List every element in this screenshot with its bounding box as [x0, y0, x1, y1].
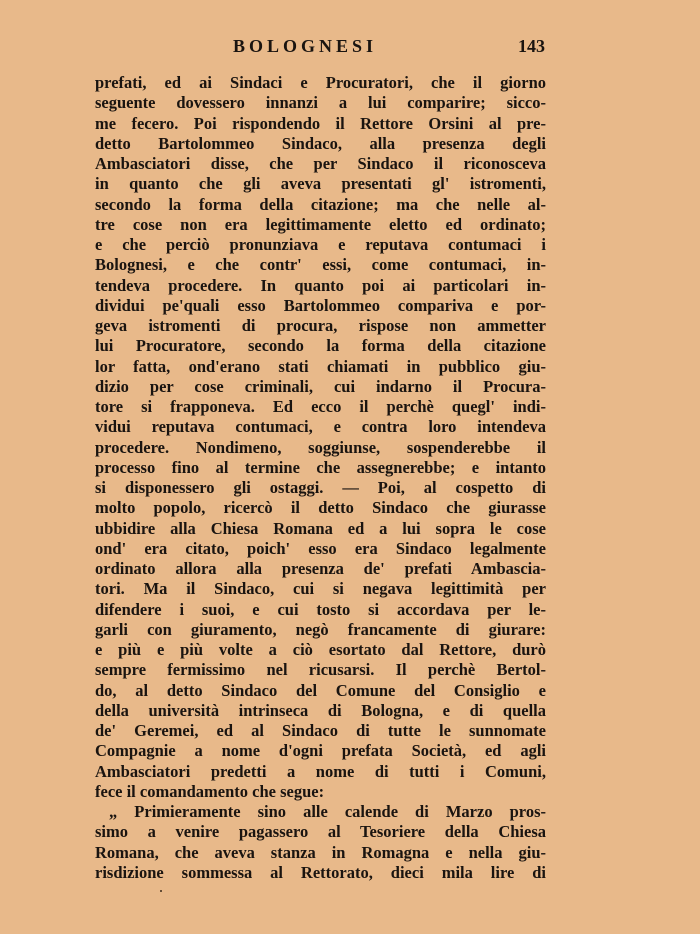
text-line: risdizione sommessa al Rettorato, dieci mila lire di — [95, 862, 546, 882]
text-line: e che perciò pronunziava e reputava contumaci i — [95, 235, 546, 254]
text-line: molto popolo, ricercò il detto Sindaco che giurasse — [95, 498, 546, 518]
text-line: tore si frapponeva. Ed ecco il perchè quegl' indi- — [95, 397, 546, 416]
text-line: e più e più volte a ciò esortato dal Rettore, durò — [95, 640, 546, 659]
text-line: Ambasciatori disse, che per Sindaco il riconosceva — [95, 154, 546, 173]
text-line: seguente dovessero innanzi a lui comparire; sicco- — [95, 93, 546, 113]
text-line: si disponessero gli ostaggi. — Poi, al cospetto di — [95, 478, 546, 497]
text-line: Ambasciatori predetti a nome di tutti i Comuni, — [95, 761, 546, 781]
text-line: in quanto che gli aveva presentati gl' istromenti, — [95, 174, 546, 194]
text-line: dividui pe'quali esso Bartolommeo compariva e por- — [95, 295, 546, 315]
text-line: lui Procuratore, secondo la forma della citazione — [95, 336, 546, 356]
running-title: BOLOGNESI — [233, 36, 378, 56]
text-line: ond' era citato, poich' esso era Sindaco legalmente — [95, 538, 546, 558]
text-line: do, al detto Sindaco del Comune del Consiglio e — [95, 680, 546, 700]
text-line: Compagnie a nome d'ogni prefata Società, ed agli — [95, 741, 546, 761]
text-line: geva istromenti di procura, rispose non ammetter — [95, 316, 546, 335]
text-line: ubbidire alla Chiesa Romana ed a lui sopra le cose — [95, 518, 546, 538]
text-line: tendeva procedere. In quanto poi ai particolari in- — [95, 275, 546, 295]
text-line: Romana, che aveva stanza in Romagna e nella giu- — [95, 842, 546, 862]
text-line: vidui reputava contumaci, e contra loro intendeva — [95, 417, 546, 437]
text-line: fece il comandamento che segue: — [95, 781, 325, 801]
page-number: 143 — [518, 36, 545, 56]
text-line: prefati, ed ai Sindaci e Procuratori, che il giorno — [95, 73, 546, 92]
text-line: Bolognesi, e che contr' essi, come contumaci, in- — [95, 255, 546, 275]
text-line: tori. Ma il Sindaco, cui si negava legittimità per — [95, 579, 546, 599]
text-line: dizio per cose criminali, cui indarno il Procura- — [95, 376, 546, 396]
text-line: „ Primieramente sino alle calende di Marzo pros- — [109, 802, 546, 821]
text-line: sempre fermissimo nel ricusarsi. Il perchè Bertol- — [95, 660, 546, 680]
text-line: detto Bartolommeo Sindaco, alla presenza degli — [95, 133, 546, 153]
text-line: procedere. Nondimeno, soggiunse, sospenderebbe il — [95, 437, 546, 457]
text-line: della università intrinseca di Bologna, e di quella — [95, 700, 546, 720]
text-line: secondo la forma della citazione; ma che nelle al- — [95, 194, 546, 214]
text-line: tre cose non era legittimamente eletto ed ordinato; — [95, 214, 546, 234]
text-line: simo a venire pagassero al Tesoriere della Chiesa — [95, 822, 546, 842]
text-line: processo fino al termine che assegnerebbe; e intanto — [95, 457, 546, 477]
text-line: ordinato allora alla presenza de' prefati Ambascia- — [95, 559, 546, 578]
text-line: lor fatta, ond'erano stati chiamati in pubblico giu- — [95, 356, 546, 376]
text-line: de' Geremei, ed al Sindaco di tutte le sunnomate — [95, 721, 546, 740]
text-line: garli con giuramento, negò francamente di giurare: — [95, 619, 546, 639]
running-head — [95, 34, 545, 58]
text-line: difendere i suoi, e cui tosto si accordava per le- — [95, 599, 546, 619]
text-line: me fecero. Poi rispondendo il Rettore Orsini al pre- — [95, 113, 546, 133]
body-text — [95, 73, 546, 883]
paper-speck — [160, 890, 162, 892]
